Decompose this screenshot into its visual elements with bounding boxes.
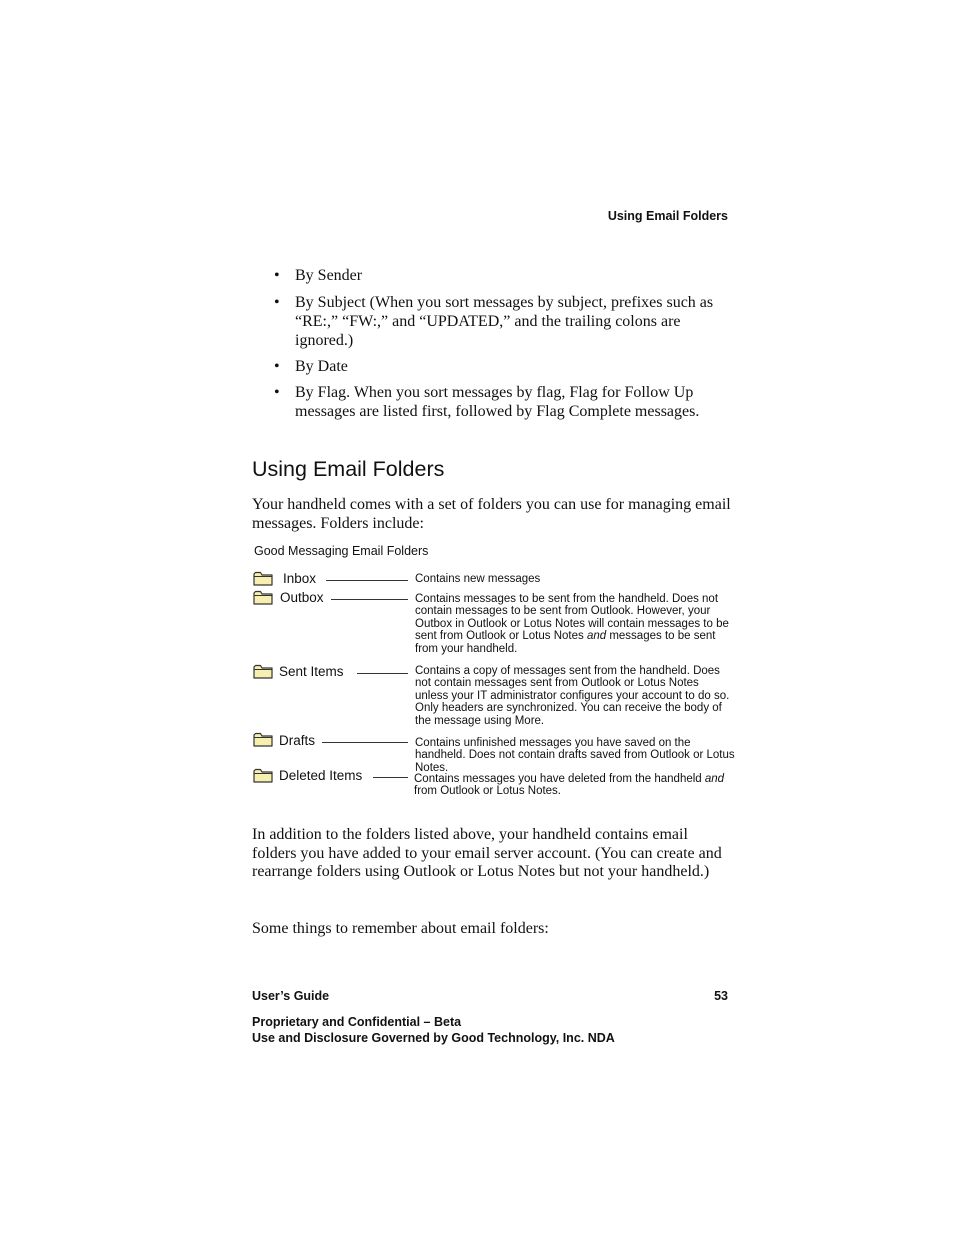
bullet-glyph: •: [274, 294, 280, 311]
folder-icon: [253, 590, 273, 605]
folder-desc-drafts: Contains unfinished messages you have saved on the handheld. Does not contain drafts saved from Outlook or Lotus Notes.: [415, 737, 735, 774]
folder-icon: [253, 768, 273, 783]
figure-caption: Good Messaging Email Folders: [254, 544, 429, 558]
folder-name-inbox: Inbox: [283, 571, 317, 586]
leader-line: [373, 777, 408, 778]
folder-icon: [253, 732, 273, 747]
list-item-text: By Sender: [295, 267, 363, 284]
list-item: [274, 357, 734, 376]
folder-icon: [253, 571, 273, 586]
folder-name-deleted-items: Deleted Items: [279, 768, 363, 783]
intro-paragraph: Your handheld comes with a set of folders you can use for managing email messages. Folders include:: [252, 496, 731, 532]
list-item: [274, 293, 734, 350]
body-paragraph: In addition to the folders listed above, your handheld contains email folders you have added to your email server account. (You can create and rearrange folders using Outlook or Lotus Notes but not your handheld.): [252, 826, 722, 881]
bullet-glyph: •: [274, 267, 280, 284]
footer-nda: Use and Disclosure Governed by Good Technology, Inc. NDA: [252, 1031, 615, 1045]
leader-line: [331, 599, 408, 600]
bullet-glyph: •: [274, 358, 280, 375]
list-item-text: By Subject (When you sort messages by subject, prefixes such as “RE:,” “FW:,” and “UPDATED,” and the trailing colons are ignored.): [295, 294, 714, 349]
leader-line: [357, 673, 408, 674]
leader-line: [322, 742, 408, 743]
sort-options-list: [274, 266, 734, 421]
folder-name-outbox: Outbox: [280, 590, 324, 605]
folder-desc-inbox: Contains new messages: [415, 573, 541, 585]
folder-name-drafts: Drafts: [279, 733, 316, 748]
folder-name-sent-items: Sent Items: [279, 664, 344, 679]
body-paragraph: Some things to remember about email folders:: [252, 920, 549, 937]
section-heading: Using Email Folders: [252, 457, 445, 481]
folder-desc-sent-items: Contains a copy of messages sent from the handheld. Does not contain messages sent from Outlook or Lotus Notes unless your IT administrator configures your account to do so. Only headers are synchronized. You can receive the body of the message using More.: [415, 665, 730, 727]
list-item-text: By Date: [295, 358, 348, 375]
folder-icon: [253, 664, 273, 679]
page-number: 53: [714, 989, 728, 1003]
list-item: [274, 383, 734, 421]
leader-line: [326, 580, 408, 581]
footer-proprietary: Proprietary and Confidential – Beta: [252, 1015, 462, 1029]
footer-guide-title: User’s Guide: [252, 989, 330, 1003]
list-item-text: By Flag. When you sort messages by flag, Flag for Follow Up messages are listed first, followed by Flag Complete messages.: [295, 384, 700, 420]
bullet-glyph: •: [274, 384, 280, 401]
list-item: [274, 266, 734, 285]
running-header: Using Email Folders: [607, 209, 728, 223]
folder-desc-outbox: Contains messages to be sent from the handheld. Does not contain messages to be sent from Outlook. However, your Outbox in Outlook or Lotus Notes will contain messages to be sent from Outlook or Lotus Notes and messages to be sent from your handheld.: [415, 593, 729, 655]
folder-desc-deleted-items: Contains messages you have deleted from the handheld and from Outlook or Lotus Notes.: [414, 773, 725, 798]
